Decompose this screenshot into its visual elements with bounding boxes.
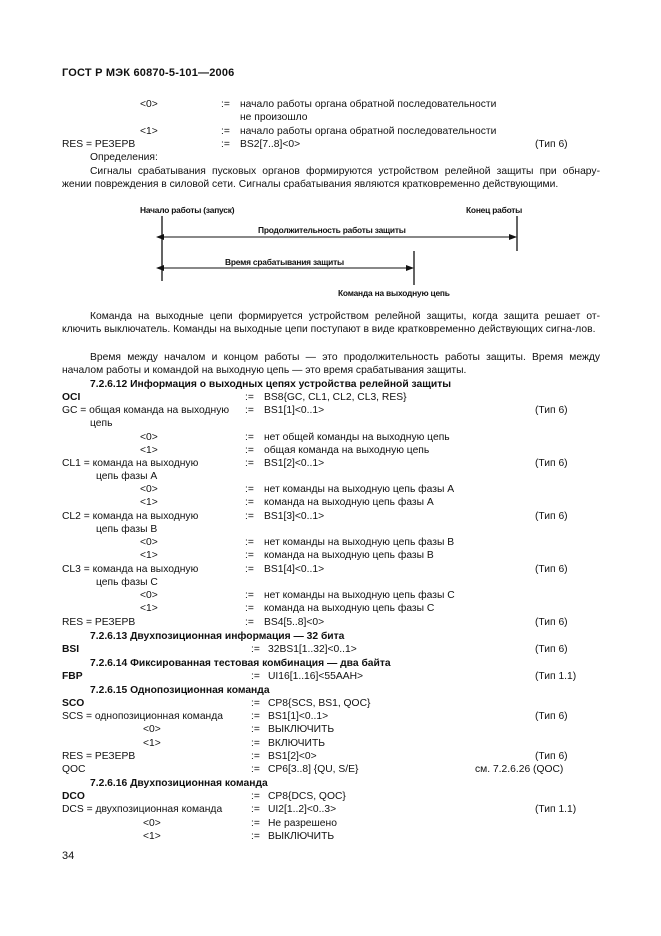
code-1: <1> bbox=[143, 831, 161, 842]
type-label: (Тип 6) bbox=[535, 617, 568, 628]
section-heading: 7.2.6.16 Двухпозиционная команда bbox=[90, 778, 268, 789]
type-label: (Тип 6) bbox=[535, 711, 568, 722]
assign-sep: := bbox=[221, 139, 230, 150]
assign-sep: := bbox=[245, 550, 254, 561]
type-label: (Тип 6) bbox=[535, 751, 568, 762]
field-value: BS1[2]<0..1> bbox=[264, 458, 325, 469]
assign-sep: := bbox=[245, 617, 254, 628]
assign-sep: := bbox=[251, 671, 260, 682]
field-name-cont: цепь фазы В bbox=[96, 524, 158, 535]
command-label: Команда на выходную цепь bbox=[338, 288, 450, 298]
field-name: RES = РЕЗЕРВ bbox=[62, 751, 136, 762]
definition-text: Сигналы срабатывания пусковых органов формируются устройством релейной защиты при обнару-жении повреждения в силовой сети. Сигналы срабатывания являются кратковременно действующими. bbox=[62, 166, 600, 190]
code-1: <1> bbox=[140, 497, 158, 508]
field-name: RES = РЕЗЕРВ bbox=[62, 139, 136, 150]
field-value: UI2[1..2]<0..3> bbox=[268, 804, 337, 815]
assign-sep: := bbox=[251, 764, 260, 775]
section-heading: 7.2.6.13 Двухпозиционная информация — 32 бита bbox=[90, 631, 345, 642]
section-heading: 7.2.6.12 Информация о выходных цепях устройства релейной защиты bbox=[90, 379, 452, 390]
code-0: <0> bbox=[140, 590, 158, 601]
assign-sep: := bbox=[245, 511, 254, 522]
field-value: CP8{SCS, BS1, QOC} bbox=[268, 698, 371, 709]
paragraph-text: Время между началом и концом работы — это продолжительность работы защиты. Время между началом работы и командой на выходную цепь — это время срабатывания защиты. bbox=[62, 352, 600, 376]
value-text: нет общей команды на выходную цепь bbox=[264, 432, 450, 443]
assign-sep: := bbox=[245, 603, 254, 614]
end-label: Конец работы bbox=[466, 205, 523, 215]
paragraph-text: Команда на выходные цепи формируется устройством релейной защиты, когда защита решает от-ключить выключатель. Команды на выходные цепи поступают в виде кратковременно действующих сигна-лов. bbox=[62, 311, 600, 335]
type-label: (Тип 6) bbox=[535, 405, 568, 416]
value-text: ВЫКЛЮЧИТЬ bbox=[268, 831, 335, 842]
assign-sep: := bbox=[245, 564, 254, 575]
field-value: BS4[5..8]<0> bbox=[264, 617, 325, 628]
assign-sep: := bbox=[251, 644, 260, 655]
assign-sep: := bbox=[251, 818, 260, 829]
section-heading: 7.2.6.15 Однопозиционная команда bbox=[90, 685, 270, 696]
value-text: команда на выходную цепь фазы А bbox=[264, 497, 434, 508]
value-text: нет команды на выходную цепь фазы С bbox=[264, 590, 455, 601]
code-1: <1> bbox=[140, 445, 158, 456]
assign-sep: := bbox=[251, 698, 260, 709]
field-name-cont: цепь фазы С bbox=[96, 577, 158, 588]
field-name: CL3 = команда на выходную bbox=[62, 564, 199, 575]
field-value: BS1[1]<0..1> bbox=[264, 405, 325, 416]
field-value: BS1[3]<0..1> bbox=[264, 511, 325, 522]
assign-sep: := bbox=[245, 445, 254, 456]
start-label: Начало работы (запуск) bbox=[140, 205, 235, 215]
duration-label: Продолжительность работы защиты bbox=[258, 225, 406, 235]
assign-sep: := bbox=[245, 405, 254, 416]
code-1: <1> bbox=[140, 126, 158, 137]
type-label: (Тип 6) bbox=[535, 644, 568, 655]
assign-sep: := bbox=[221, 126, 230, 137]
code-0: <0> bbox=[143, 724, 161, 735]
value-text: общая команда на выходную цепь bbox=[264, 445, 430, 456]
field-name: FBP bbox=[62, 671, 83, 682]
field-name: SCO bbox=[62, 698, 85, 709]
paragraph-2 bbox=[62, 351, 600, 377]
field-name: DCO bbox=[62, 791, 85, 802]
value-text: начало работы органа обратной последовательности bbox=[240, 99, 497, 110]
assign-sep: := bbox=[251, 724, 260, 735]
assign-sep: := bbox=[245, 590, 254, 601]
field-value: BS1[2]<0> bbox=[268, 751, 317, 762]
type-label: (Тип 1.1) bbox=[535, 671, 577, 682]
trip-time-label: Время срабатывания защиты bbox=[225, 257, 344, 267]
section-heading: 7.2.6.14 Фиксированная тестовая комбинация — два байта bbox=[90, 658, 391, 669]
value-text: нет команды на выходную цепь фазы В bbox=[264, 537, 455, 548]
assign-sep: := bbox=[251, 711, 260, 722]
field-value: BS1[4]<0..1> bbox=[264, 564, 325, 575]
code-0: <0> bbox=[140, 537, 158, 548]
value-text: не произошло bbox=[240, 112, 308, 123]
type-label: (Тип 6) bbox=[535, 139, 568, 150]
field-name: BSI bbox=[62, 644, 80, 655]
assign-sep: := bbox=[245, 497, 254, 508]
assign-sep: := bbox=[245, 458, 254, 469]
field-value: BS1[1]<0..1> bbox=[268, 711, 329, 722]
value-text: ВЫКЛЮЧИТЬ bbox=[268, 724, 335, 735]
field-name: GC = общая команда на выходную bbox=[62, 405, 230, 416]
page-number: 34 bbox=[62, 850, 75, 862]
field-value: 32BS1[1..32]<0..1> bbox=[268, 644, 357, 655]
value-text: начало работы органа обратной последовательности bbox=[240, 126, 497, 137]
document-header: ГОСТ Р МЭК 60870-5-101—2006 bbox=[62, 67, 235, 79]
value-text: Не разрешено bbox=[268, 818, 337, 829]
cross-reference: см. 7.2.6.26 (QOC) bbox=[475, 764, 564, 775]
assign-sep: := bbox=[245, 392, 254, 403]
assign-sep: := bbox=[221, 99, 230, 110]
value-text: команда на выходную цепь фазы В bbox=[264, 550, 434, 561]
code-0: <0> bbox=[140, 432, 158, 443]
assign-sep: := bbox=[251, 831, 260, 842]
type-label: (Тип 6) bbox=[535, 458, 568, 469]
type-label: (Тип 1.1) bbox=[535, 804, 577, 815]
field-name: QOC bbox=[62, 764, 86, 775]
value-text: команда на выходную цепь фазы С bbox=[264, 603, 435, 614]
field-value: CP6[3..8] {QU, S/E} bbox=[268, 764, 359, 775]
type-label: (Тип 6) bbox=[535, 511, 568, 522]
field-value: BS8{GC, CL1, CL2, CL3, RES} bbox=[264, 392, 407, 403]
field-name-cont: цепь фазы А bbox=[96, 471, 158, 482]
assign-sep: := bbox=[251, 791, 260, 802]
code-0: <0> bbox=[140, 484, 158, 495]
field-name: CL2 = команда на выходную bbox=[62, 511, 199, 522]
type-label: (Тип 6) bbox=[535, 564, 568, 575]
field-value: UI16[1..16]<55AAH> bbox=[268, 671, 364, 682]
assign-sep: := bbox=[251, 804, 260, 815]
field-value: CP8{DCS, QOC} bbox=[268, 791, 346, 802]
code-1: <1> bbox=[140, 603, 158, 614]
field-name: RES = РЕЗЕРВ bbox=[62, 617, 136, 628]
field-name: DCS = двухпозиционная команда bbox=[62, 804, 223, 815]
code-0: <0> bbox=[143, 818, 161, 829]
assign-sep: := bbox=[245, 484, 254, 495]
field-name-cont: цепь bbox=[90, 418, 113, 429]
value-text: ВКЛЮЧИТЬ bbox=[268, 738, 325, 749]
field-value: BS2[7..8]<0> bbox=[240, 139, 301, 150]
assign-sep: := bbox=[251, 751, 260, 762]
definitions-label: Определения: bbox=[90, 152, 158, 163]
code-0: <0> bbox=[140, 99, 158, 110]
code-1: <1> bbox=[140, 550, 158, 561]
paragraph-1 bbox=[62, 310, 600, 336]
assign-sep: := bbox=[245, 432, 254, 443]
code-1: <1> bbox=[143, 738, 161, 749]
field-name: SCS = однопозиционная команда bbox=[62, 711, 223, 722]
assign-sep: := bbox=[245, 537, 254, 548]
assign-sep: := bbox=[251, 738, 260, 749]
field-name: CL1 = команда на выходную bbox=[62, 458, 199, 469]
value-text: нет команды на выходную цепь фазы А bbox=[264, 484, 455, 495]
field-name: OCI bbox=[62, 392, 81, 403]
